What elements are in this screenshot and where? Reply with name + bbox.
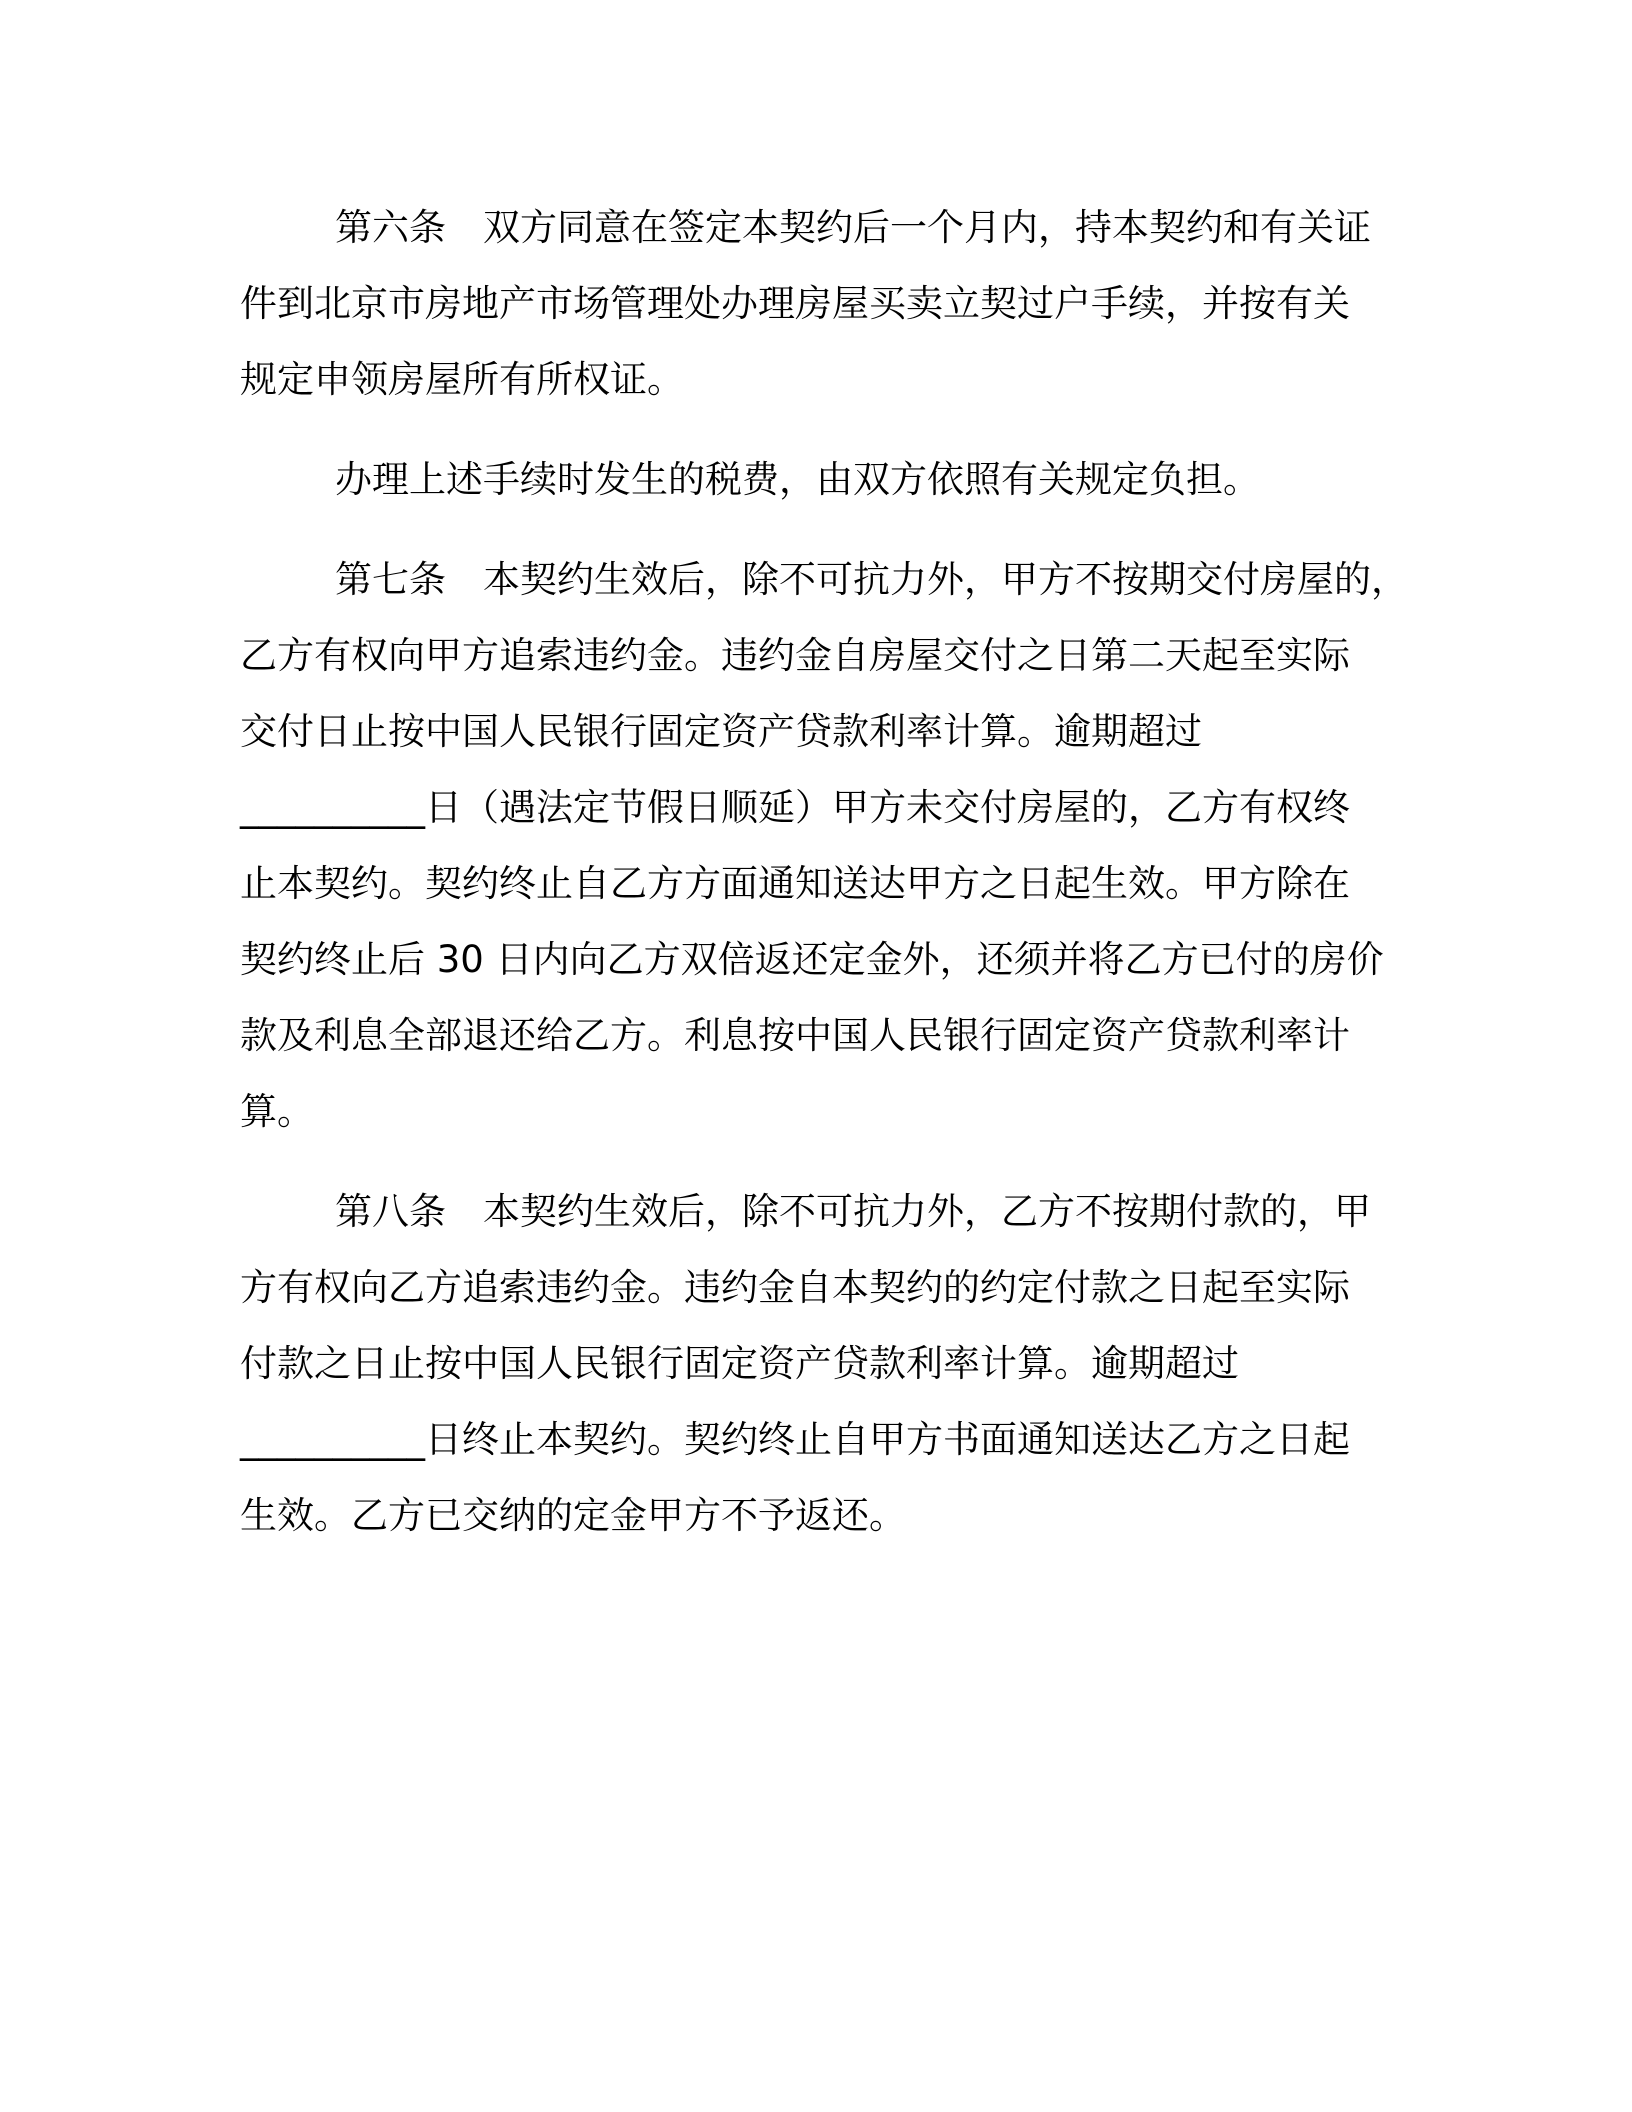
article-7-line-8: 算。 [240,1090,314,1133]
article-8-line-4: __________日终止本契约。契约终止自甲方书面通知送达乙方之日起 [240,1418,1350,1461]
article-7 [240,542,1408,1150]
article-6-line-3: 规定申领房屋所有所权证。 [240,358,684,401]
article-6-paragraph-2 [240,442,1400,518]
article-7-line-1: 第七条 本契约生效后，除不可抗力外，甲方不按期交付房屋的， [335,558,1408,601]
paragraph-gap [240,518,1400,542]
article-6 [240,190,1400,418]
article-8 [240,1174,1400,1554]
article-7-number: 第七条 [335,558,446,601]
article-8-line-2: 方有权向乙方追索违约金。违约金自本契约的约定付款之日起至实际 [240,1266,1350,1309]
article-6-number: 第六条 [335,206,446,249]
paragraph-gap [240,1150,1400,1174]
article-7-line-2: 乙方有权向甲方追索违约金。违约金自房屋交付之日第二天起至实际 [240,634,1350,677]
article-7-line-7: 款及利息全部退还给乙方。利息按中国人民银行固定资产贷款利率计 [240,1014,1350,1057]
article-8-line-5: 生效。乙方已交纳的定金甲方不予返还。 [240,1494,906,1537]
article-7-line-5: 止本契约。契约终止自乙方方面通知送达甲方之日起生效。甲方除在 [240,862,1350,905]
article-7-line-3: 交付日止按中国人民银行固定资产贷款利率计算。逾期超过 [240,710,1202,753]
article-6-line-1: 第六条 双方同意在签定本契约后一个月内，持本契约和有关证 [335,206,1371,249]
article-6-p2-line-1: 办理上述手续时发生的税费，由双方依照有关规定负担。 [335,458,1260,501]
contract-body [240,190,1408,1554]
article-7-line-4: __________日（遇法定节假日顺延）甲方未交付房屋的，乙方有权终 [240,786,1350,829]
article-8-number: 第八条 [335,1190,446,1233]
article-7-line-6: 契约终止后 30 日内向乙方双倍返还定金外，还须并将乙方已付的房价 [240,938,1384,981]
article-8-line-3: 付款之日止按中国人民银行固定资产贷款利率计算。逾期超过 [240,1342,1239,1385]
paragraph-gap [240,418,1400,442]
article-6-line-2: 件到北京市房地产市场管理处办理房屋买卖立契过户手续，并按有关 [240,282,1350,325]
article-8-line-1: 第八条 本契约生效后，除不可抗力外，乙方不按期付款的，甲 [335,1190,1371,1233]
